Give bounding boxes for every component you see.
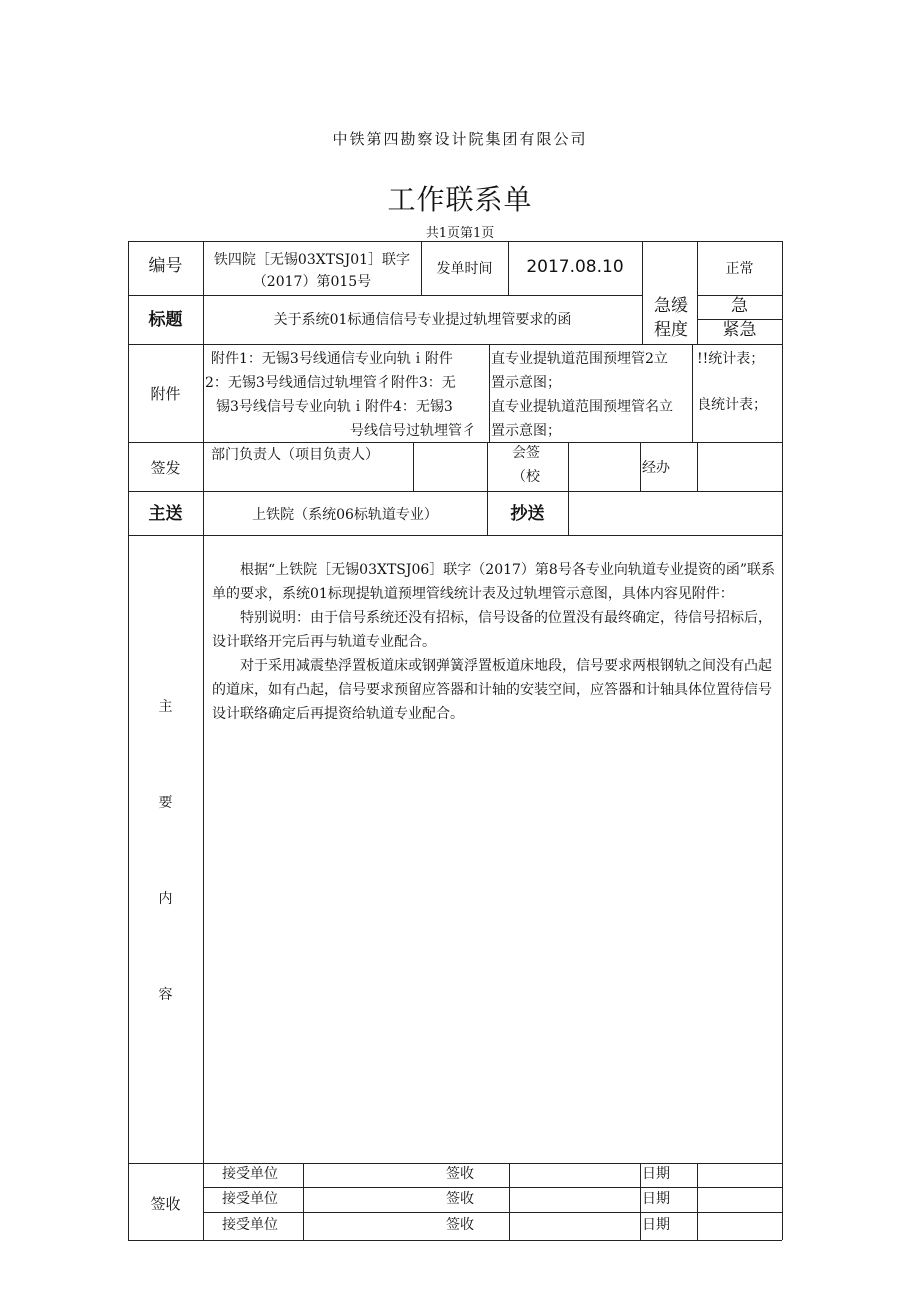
receipt-sign-label: 签收 <box>446 1217 474 1233</box>
table-line <box>692 344 693 442</box>
company-name: 中铁第四勘察设计院集团有限公司 <box>332 130 588 148</box>
attachment-text-line: 置示意图； <box>491 375 561 391</box>
table-line <box>128 241 782 242</box>
table-line <box>487 442 488 491</box>
content-label-char: 主 <box>158 699 173 715</box>
table-line <box>128 535 782 536</box>
content-paragraph: 特别说明：由于信号系统还没有招标，信号设备的位置没有最终确定，待信号招标后，设计联络开完后再与轨道专业配合。 <box>212 610 772 650</box>
urgency-option-normal: 正常 <box>725 261 754 277</box>
content-label-char: 容 <box>158 987 173 1003</box>
table-line <box>128 1163 782 1164</box>
receipt-date-label: 日期 <box>642 1166 670 1182</box>
content-paragraph: 对于采用减震垫浮置板道床或钢弹簧浮置板道床地段，信号要求两根钢轨之间没有凸起的道床，如有凸起，信号要求预留应答器和计轴的安装空间，应答器和计轴具体位置待信号设计联络确定后再提资给轨道专业配合。 <box>212 658 772 722</box>
table-line <box>782 241 783 1240</box>
table-line <box>203 1187 782 1188</box>
table-line <box>303 1163 304 1240</box>
main-send-value: 上铁院（系统06标轨道专业） <box>252 507 438 523</box>
number-label: 编号 <box>148 256 183 276</box>
attachment-text-line: !!统计表； <box>697 351 765 367</box>
attachment-text-line: 直专业提轨道范围预埋管名立 <box>491 399 673 415</box>
table-line <box>128 491 782 492</box>
title-label: 标题 <box>148 310 183 330</box>
issue-label: 签发 <box>150 459 181 477</box>
attachments-label: 附件 <box>150 385 181 403</box>
table-line <box>128 344 782 345</box>
table-line <box>128 295 642 296</box>
content-body <box>212 558 778 726</box>
main-send-label: 主送 <box>148 504 183 524</box>
urgency-option-urgent: 急 <box>731 296 748 316</box>
send-time-label: 发单时间 <box>436 261 493 277</box>
table-line <box>203 241 204 1240</box>
content-label-char: 要 <box>158 795 173 811</box>
table-line <box>697 442 698 491</box>
document-title: 工作联系单 <box>387 183 533 216</box>
number-value-line2: （2017）第015号 <box>252 274 372 290</box>
handler-label: 经办 <box>642 460 670 476</box>
urgency-label-line1: 急缓 <box>654 296 688 316</box>
receipt-unit-label: 接受单位 <box>222 1166 278 1182</box>
table-line <box>128 1240 782 1241</box>
attachment-text-line: 附件1：无锡3号线通信专业向轨ｉ附件 <box>211 351 453 367</box>
table-line <box>640 1163 641 1240</box>
table-line <box>413 442 414 491</box>
attachment-text-line: 良统计表； <box>697 397 767 413</box>
cc-label: 抄送 <box>510 504 545 524</box>
receipt-sign-label: 签收 <box>446 1191 474 1207</box>
send-time-value: 2017.08.10 <box>526 257 624 277</box>
table-line <box>568 491 569 535</box>
page-info: 共1页第1页 <box>425 226 495 241</box>
table-line <box>697 1163 698 1240</box>
urgency-option-very-urgent: 紧急 <box>722 320 757 340</box>
attachment-text-line: 锡3号线信号专业向轨ｉ附件4：无锡3 <box>216 399 453 415</box>
title-value: 关于系统01标通信信号专业提过轨埋管要求的函 <box>273 312 572 328</box>
number-value-line1: 铁四院［无锡03XTSJ01］联字 <box>213 252 411 268</box>
receipt-sign-label: 签收 <box>446 1166 474 1182</box>
table-line <box>640 442 641 491</box>
table-line <box>509 1163 510 1240</box>
table-line <box>568 442 569 491</box>
receipt-unit-label: 接受单位 <box>222 1217 278 1233</box>
content-label-char: 内 <box>158 891 173 907</box>
content-paragraph: 根据“上铁院［无锡03XTSJ06］联字（2017）第8号各专业向轨道专业提资的函”联系单的要求，系统01标现提轨道预埋管线统计表及过轨埋管示意图，具体内容见附件： <box>212 562 775 602</box>
table-line <box>203 1212 782 1213</box>
attachment-text-line: 直专业提轨道范围预埋管2立 <box>491 351 668 367</box>
urgency-label-line2: 程度 <box>654 320 688 340</box>
receipt-date-label: 日期 <box>642 1217 670 1233</box>
attachment-text-line: 置示意图； <box>491 423 561 439</box>
receipt-label: 签收 <box>150 1195 181 1213</box>
attachment-text-line: 2：无锡3号线通信过轨埋管彳附件3：无 <box>205 375 456 391</box>
countersign-label-line2: （校 <box>512 469 540 485</box>
attachment-text-line: 号线信号过轨埋管彳 <box>350 423 476 439</box>
receipt-date-label: 日期 <box>642 1191 670 1207</box>
dept-head-label: 部门负责人（项目负责人） <box>211 447 379 463</box>
receipt-unit-label: 接受单位 <box>222 1191 278 1207</box>
countersign-label: 会签 <box>512 445 540 461</box>
table-line <box>128 442 782 443</box>
